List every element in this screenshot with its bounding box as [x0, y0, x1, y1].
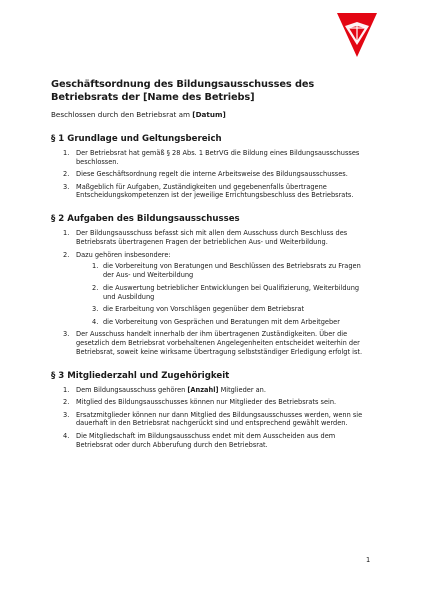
count-placeholder: [Anzahl]: [187, 385, 219, 394]
item-number: 3.: [92, 305, 99, 314]
ig-metall-logo-icon: [335, 12, 379, 58]
item-number: 2.: [63, 170, 70, 179]
section-1-list: [51, 149, 363, 200]
sub-list-item: [76, 262, 363, 280]
item-text: Der Bildungsausschuss befasst sich mit allen dem Ausschuss durch Beschluss des Betriebsrats übertragenen Fragen der betrieblichen Aus- und Weiterbildung.: [76, 229, 348, 247]
item-text: Ersatzmitglieder können nur dann Mitglied des Bildungsausschusses werden, wenn sie dauerhaft in den Betriebsrat nachgerückt sind und entsprechend gewählt werden.: [76, 410, 363, 428]
item-number: 4.: [63, 431, 70, 440]
item-text: die Vorbereitung von Gesprächen und Beratungen mit dem Arbeitgeber: [103, 317, 340, 326]
item-text: Die Mitgliedschaft im Bildungsausschuss endet mit dem Ausscheiden aus dem Betriebsrat oder durch Abberufung durch den Betriebsrat.: [76, 431, 336, 449]
list-item: [51, 386, 363, 395]
item-number: 2.: [63, 398, 70, 407]
item-text: die Vorbereitung von Beratungen und Beschlüssen des Betriebsrats zu Fragen der Aus- und Weiterbildung: [103, 262, 361, 280]
item-text: Der Ausschuss handelt innerhalb der ihm übertragenen Zuständigkeiten. Über die gesetzlich dem Betriebsrat vorbehaltenen Angelegenheiten entscheidet weiterhin der Betriebsrat, soweit keine wirksame Übertragung selbstständiger Erledigung erfolgt ist.: [76, 330, 363, 357]
item-number: 3.: [63, 330, 70, 339]
sub-list-item: [76, 318, 363, 327]
item-text: Der Betriebsrat hat gemäß § 28 Abs. 1 BetrVG die Bildung eines Bildungsausschusses beschlossen.: [76, 149, 360, 166]
document-title: Geschäftsordnung des Bildungsausschusses des Betriebsrats der [Name des Betriebs]: [51, 79, 315, 103]
item-number: 1.: [63, 385, 70, 394]
list-item: [51, 330, 363, 357]
item-number: 1.: [63, 149, 70, 157]
section-2-list: [51, 229, 363, 357]
list-item: [51, 229, 363, 247]
document-subtitle: [51, 110, 363, 120]
date-placeholder: [Datum]: [192, 110, 226, 119]
sub-list-item: [76, 284, 363, 302]
item-number: 1.: [92, 262, 99, 271]
item-text: Diese Geschäftsordnung regelt die interne Arbeitsweise des Bildungsausschusses.: [76, 170, 348, 179]
item-text: Dazu gehören insbesondere:: [76, 250, 171, 259]
item-text: die Erarbeitung von Vorschlägen gegenüber dem Betriebsrat: [103, 305, 305, 314]
item-number: 3.: [63, 182, 70, 191]
page-number: 1: [366, 556, 371, 564]
document-body: [51, 79, 363, 453]
sub-list: [76, 262, 363, 326]
section-heading-2: § 2 Aufgaben des Bildungsausschusses: [51, 214, 240, 225]
list-item: [51, 170, 363, 179]
item-text-end: Mitglieder an.: [218, 385, 266, 394]
section-heading-3: § 3 Mitgliederzahl und Zugehörigkeit: [51, 370, 230, 381]
item-number: 4.: [92, 317, 99, 326]
subtitle-prefix: Beschlossen durch den Betriebsrat am: [51, 110, 193, 119]
item-text: Maßgeblich für Aufgaben, Zuständigkeiten und gegebenenfalls übertragene Entscheidungskompetenzen ist der jeweilige Errichtungsbeschluss des Betriebsrats.: [76, 182, 354, 200]
item-text: die Auswertung betrieblicher Entwicklungen bei Qualifizierung, Weiterbildung und Ausbildung: [103, 283, 360, 301]
item-text: Mitglied des Bildungsausschusses können nur Mitglieder des Betriebsrats sein.: [76, 398, 337, 407]
item-number: 3.: [63, 410, 70, 419]
list-item: [51, 149, 363, 167]
item-number: 1.: [63, 229, 70, 238]
section-heading-1: § 1 Grundlage und Geltungsbereich: [51, 134, 222, 144]
list-item: [51, 398, 363, 407]
item-number: 2.: [63, 250, 70, 259]
sub-list-item: [76, 305, 363, 314]
section-3-list: [51, 386, 363, 450]
list-item: [51, 411, 363, 429]
list-item: [51, 432, 363, 450]
list-item: [51, 183, 363, 201]
item-number: 2.: [92, 283, 99, 292]
item-text: Dem Bildungsausschuss gehören: [76, 385, 188, 394]
list-item: [51, 251, 363, 327]
